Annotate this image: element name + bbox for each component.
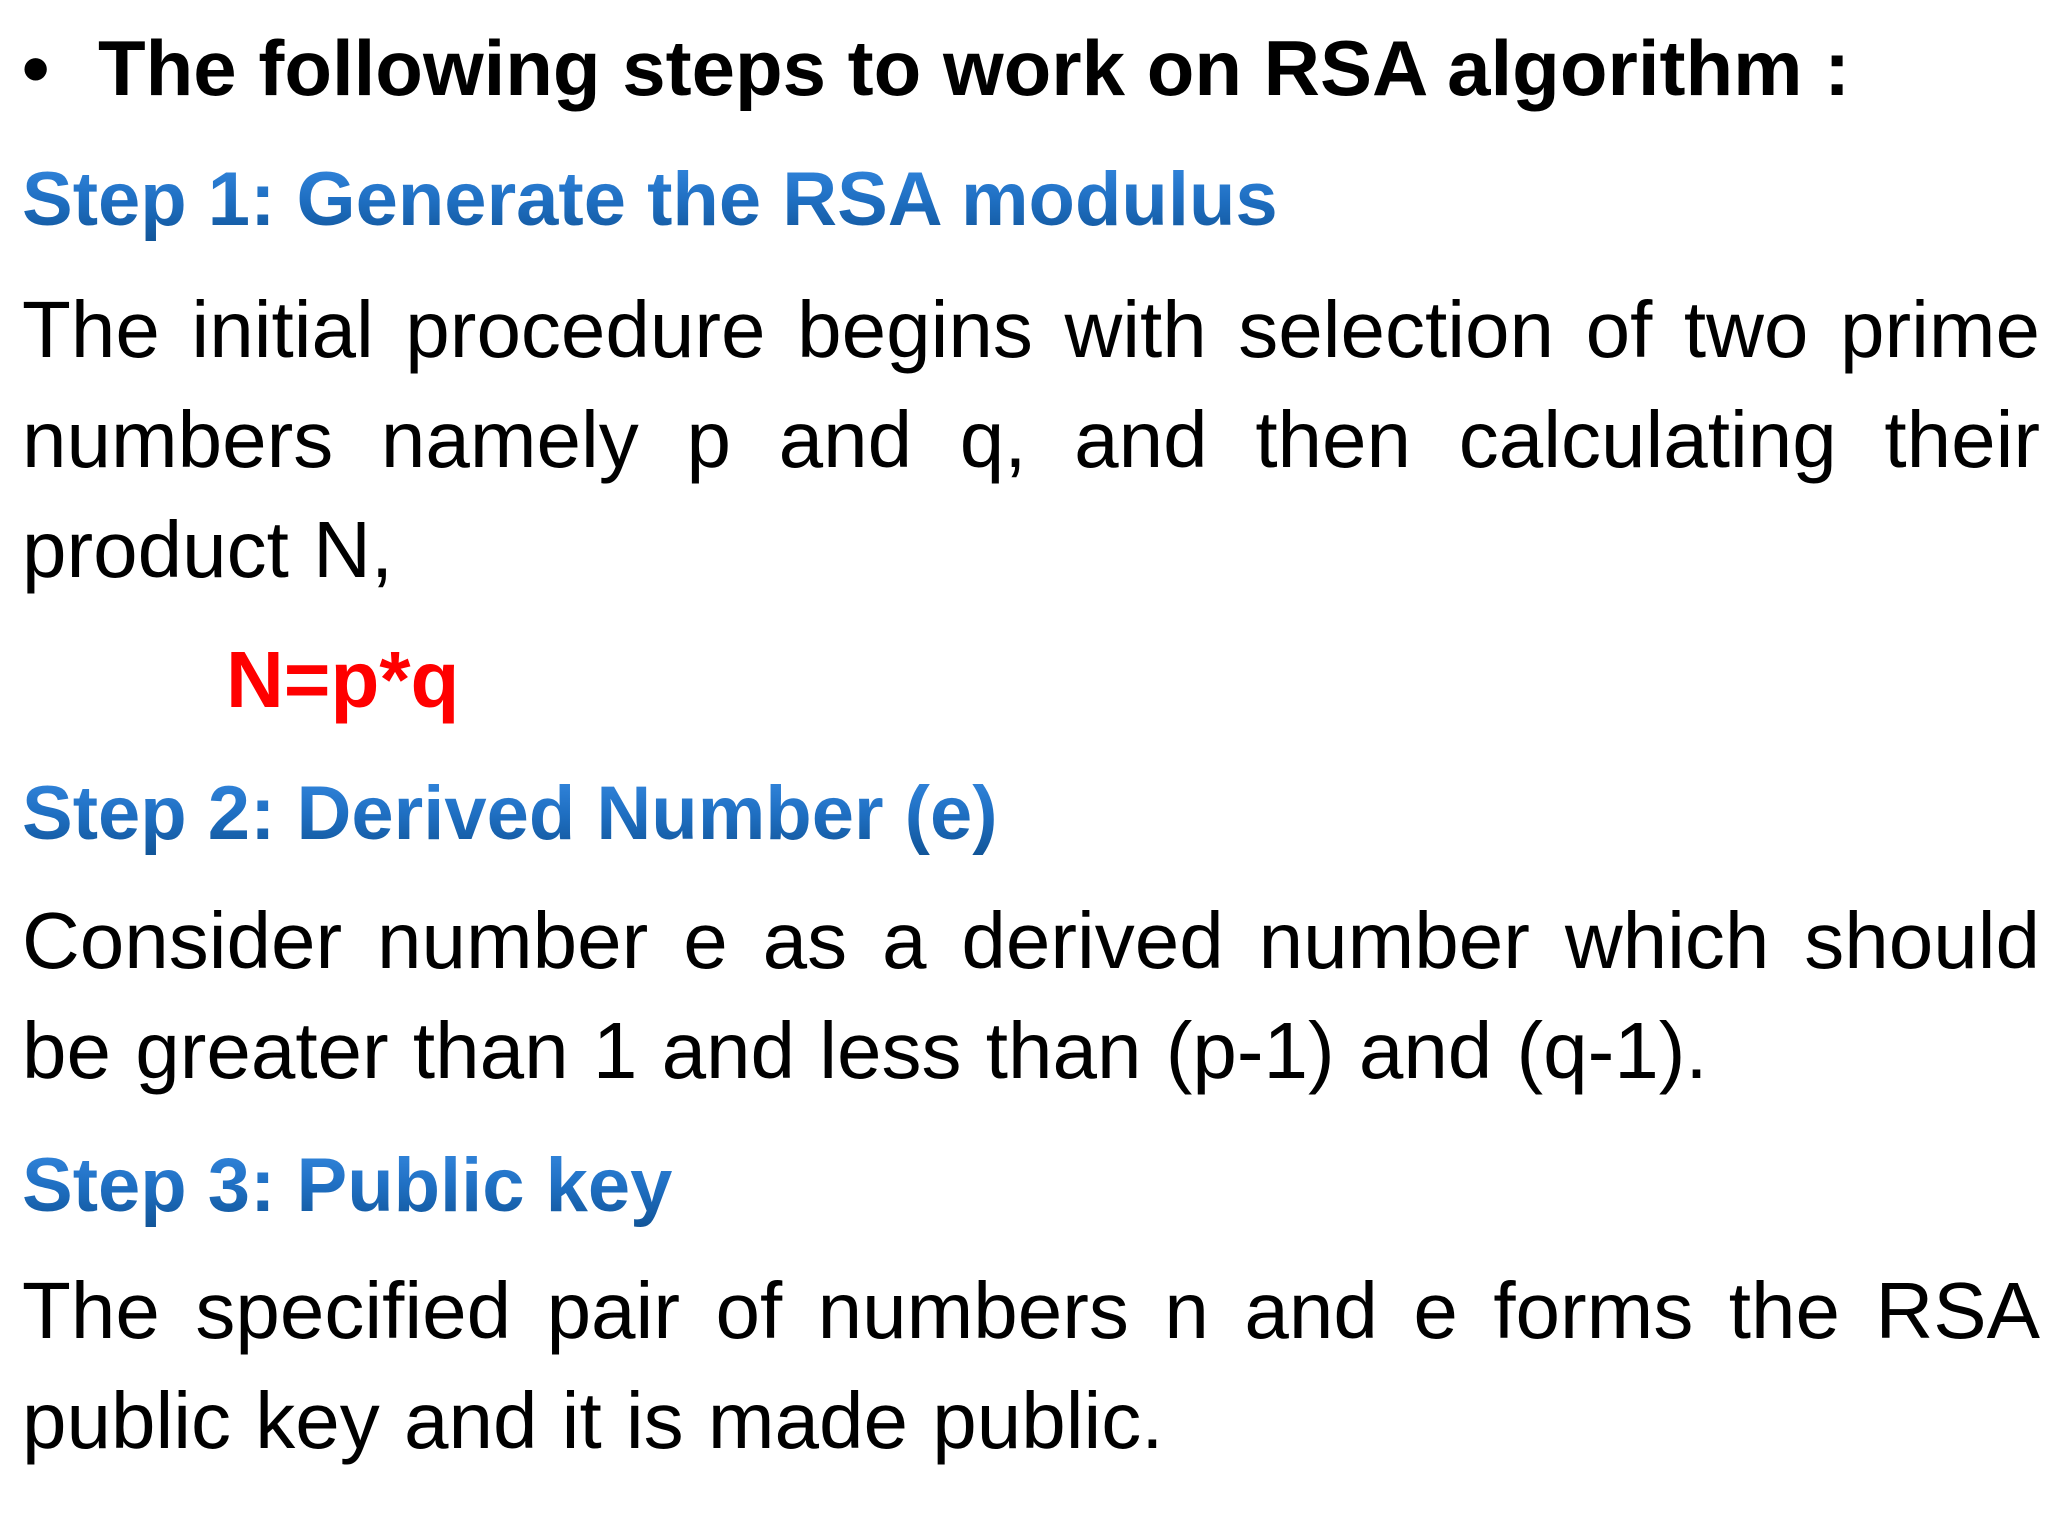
step-2-body: Consider number e as a derived number which should be greater than 1 and less than (p-1) and (q-1). xyxy=(22,896,2040,1095)
intro-text: The following steps to work on RSA algorithm : xyxy=(98,24,1851,112)
intro-bullet-line xyxy=(22,18,2022,118)
step-1-body: The initial procedure begins with selection of two prime numbers namely p and q, and then calculating their product N, xyxy=(22,285,2040,594)
step-2-heading: Step 2: Derived Number (e) xyxy=(22,764,2022,864)
step-1-formula: N=p*q xyxy=(226,635,460,724)
step-1-heading: Step 1: Generate the RSA modulus xyxy=(22,150,2022,250)
bullet-icon: • xyxy=(22,24,50,112)
step-3-body: The specified pair of numbers n and e forms the RSA public key and it is made public. xyxy=(22,1266,2040,1465)
step-3-heading: Step 3: Public key xyxy=(22,1136,2022,1236)
